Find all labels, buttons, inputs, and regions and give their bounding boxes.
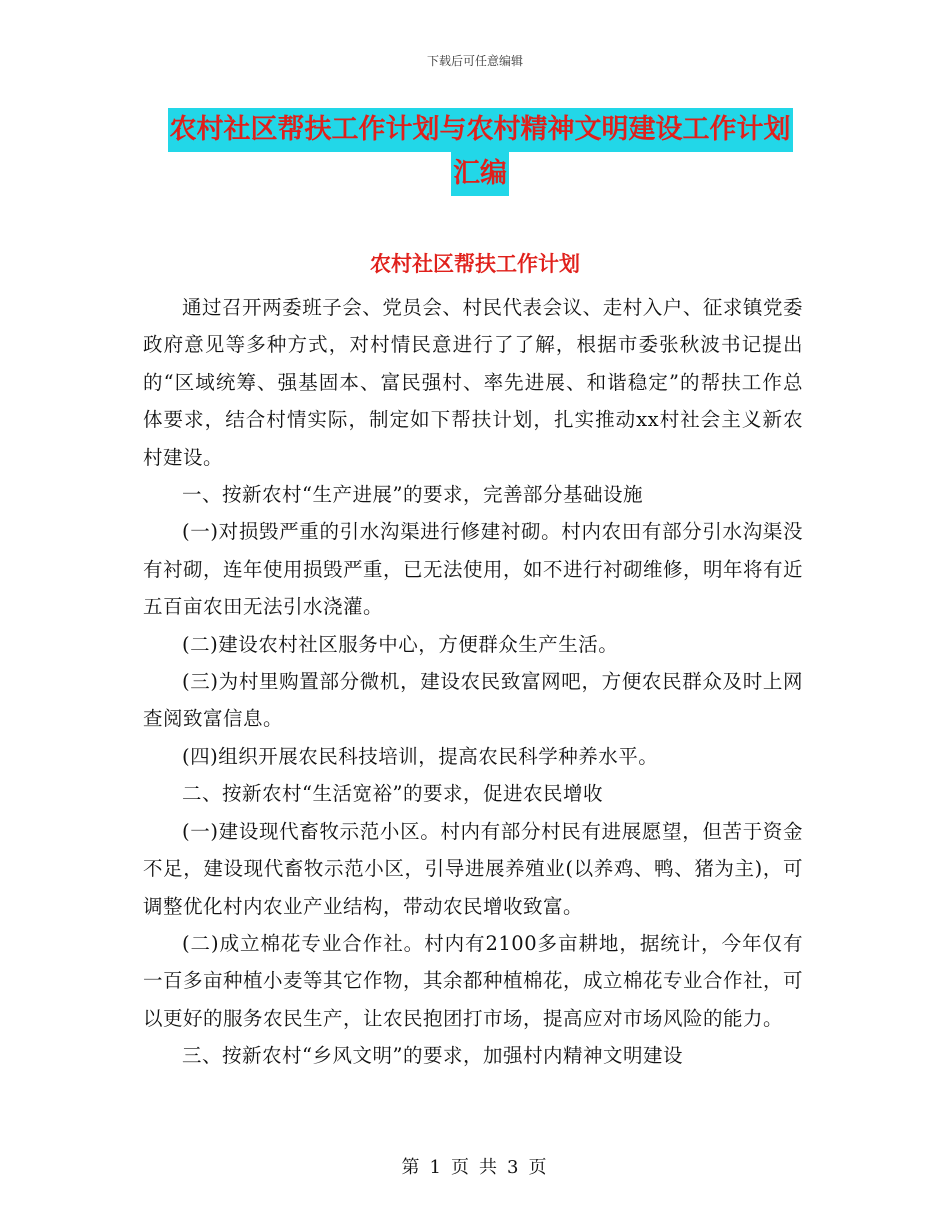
- document-title: [140, 108, 820, 196]
- paragraph: (三)为村里购置部分微机，建设农民致富网吧，方便农民群众及时上网查阅致富信息。: [143, 670, 803, 731]
- body-text: [143, 289, 803, 1075]
- footer-word: 页: [528, 1157, 549, 1178]
- footer-word: 页: [451, 1157, 471, 1178]
- document-title-line-1: 农村社区帮扶工作计划与农村精神文明建设工作计划: [168, 108, 793, 152]
- page-number: 1: [429, 1157, 443, 1178]
- page-total: 3: [507, 1157, 521, 1178]
- document-title-line-2: 汇编: [451, 152, 509, 196]
- section-title: 农村社区帮扶工作计划: [370, 252, 580, 276]
- paragraph: (二)成立棉花专业合作社。村内有2100多亩耕地，据统计，今年仅有一百多亩种植小麦等其它作物，其余都种植棉花，成立棉花专业合作社，可以更好的服务农民生产，让农民抱团打市场，提高应对市场风险的能力。: [143, 931, 804, 1030]
- paragraph: 通过召开两委班子会、党员会、村民代表会议、走村入户、征求镇党委政府意见等多种方式，对村情民意进行了了解，根据市委张秋波书记提出的“区域统筹、强基固本、富民强村、率先进展、和谐稳定”的帮扶工作总体要求，结合村情实际，制定如下帮扶计划，扎实推动xx村社会主义新农村建设。: [143, 296, 803, 469]
- paragraph: (一)建设现代畜牧示范小区。村内有部分村民有进展愿望，但苦于资金不足，建设现代畜牧示范小区，引导进展养殖业(以养鸡、鸭、猪为主)，可调整优化村内农业产业结构，带动农民增收致富。: [143, 819, 803, 918]
- footer-word: 共: [479, 1157, 499, 1178]
- paragraph: (二)建设农村社区服务中心，方便群众生产生活。: [182, 632, 619, 656]
- paragraph: 三、按新农村“乡风文明”的要求，加强村内精神文明建设: [182, 1044, 683, 1068]
- page-footer: [0, 1153, 950, 1179]
- paragraph: (一)对损毁严重的引水沟渠进行修建衬砌。村内农田有部分引水沟渠没有衬砌，连年使用损毁严重，已无法使用，如不进行衬砌维修，明年将有近五百亩农田无法引水浇灌。: [143, 520, 804, 619]
- paragraph: (四)组织开展农民科技培训，提高农民科学种养水平。: [182, 744, 659, 768]
- paragraph: 一、按新农村“生产进展”的要求，完善部分基础设施: [182, 483, 643, 507]
- header-note: 下载后可任意编辑: [426, 54, 523, 68]
- paragraph: 二、按新农村“生活宽裕”的要求，促进农民增收: [182, 782, 603, 806]
- footer-word: 第: [401, 1157, 422, 1178]
